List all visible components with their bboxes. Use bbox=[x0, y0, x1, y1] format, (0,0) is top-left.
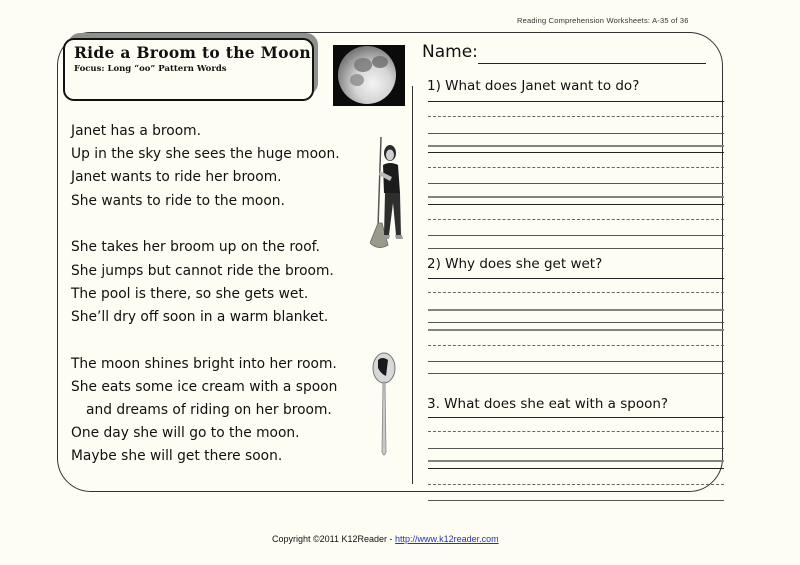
story-text bbox=[71, 120, 371, 492]
question-1-underline bbox=[428, 101, 724, 102]
story-line: Up in the sky she sees the huge moon. bbox=[71, 146, 340, 163]
worksheet-series-label: Reading Comprehension Worksheets: A-35 of 36 bbox=[517, 16, 689, 25]
answer-midline bbox=[428, 345, 724, 346]
answer-line[interactable] bbox=[428, 248, 724, 249]
question-3: 3. What does she eat with a spoon? bbox=[427, 396, 669, 412]
question-2-underline bbox=[428, 278, 724, 279]
moon-crater bbox=[350, 74, 364, 86]
story-stanza-3 bbox=[71, 353, 371, 469]
question-1: 1) What does Janet want to do? bbox=[427, 78, 640, 94]
moon-crater bbox=[354, 58, 372, 72]
story-stanza-1 bbox=[71, 120, 371, 213]
story-line: She takes her broom up on the roof. bbox=[71, 239, 320, 256]
answer-line[interactable] bbox=[428, 183, 724, 184]
answer-midline bbox=[428, 167, 724, 168]
moon-crater bbox=[372, 56, 388, 68]
story-line: The pool is there, so she gets wet. bbox=[71, 285, 309, 302]
answer-line[interactable] bbox=[428, 204, 724, 205]
answer-line[interactable] bbox=[428, 329, 724, 331]
story-line: and dreams of riding on her broom. bbox=[86, 402, 332, 419]
answer-line[interactable] bbox=[428, 460, 724, 462]
story-line: She jumps but cannot ride the broom. bbox=[71, 262, 334, 279]
answer-line[interactable] bbox=[428, 448, 724, 449]
spoon-image bbox=[370, 352, 398, 464]
answer-midline bbox=[428, 431, 724, 432]
question-3-underline bbox=[428, 417, 724, 418]
answer-midline bbox=[428, 292, 724, 293]
worksheet-title: Ride a Broom to the Moon bbox=[74, 43, 311, 62]
answer-line[interactable] bbox=[428, 322, 724, 323]
worksheet-focus: Focus: Long “oo” Pattern Words bbox=[74, 64, 227, 74]
answer-line[interactable] bbox=[428, 309, 724, 311]
name-input-line[interactable] bbox=[478, 63, 706, 64]
girl-with-broom-image bbox=[370, 135, 410, 255]
question-2: 2) Why does she get wet? bbox=[427, 256, 603, 272]
answer-midline bbox=[428, 219, 724, 220]
answer-line[interactable] bbox=[428, 152, 724, 153]
story-line: She wants to ride to the moon. bbox=[71, 192, 285, 209]
story-line: She eats some ice cream with a spoon bbox=[71, 378, 338, 395]
moon-disc bbox=[338, 46, 396, 104]
column-divider bbox=[412, 86, 413, 484]
answer-line[interactable] bbox=[428, 196, 724, 198]
k12reader-link[interactable]: http://www.k12reader.com bbox=[395, 534, 499, 544]
answer-line[interactable] bbox=[428, 235, 724, 236]
answer-line[interactable] bbox=[428, 133, 724, 134]
story-line: Janet has a broom. bbox=[71, 123, 201, 139]
story-line: Janet wants to ride her broom. bbox=[71, 169, 282, 186]
answer-line[interactable] bbox=[428, 373, 724, 374]
answer-line[interactable] bbox=[428, 500, 724, 501]
answer-line[interactable] bbox=[428, 361, 724, 362]
story-line: She’ll dry off soon in a warm blanket. bbox=[71, 308, 329, 325]
title-box bbox=[63, 38, 314, 101]
copyright-text: Copyright ©2011 K12Reader - bbox=[272, 534, 396, 544]
moon-image bbox=[333, 45, 405, 106]
story-line: Maybe she will get there soon. bbox=[71, 448, 283, 465]
name-label: Name: bbox=[422, 42, 478, 62]
answer-line[interactable] bbox=[428, 468, 724, 469]
footer bbox=[272, 534, 499, 544]
story-stanza-2 bbox=[71, 236, 371, 329]
answer-line[interactable] bbox=[428, 145, 724, 147]
answer-midline bbox=[428, 116, 724, 117]
answer-midline bbox=[428, 484, 724, 485]
story-line: The moon shines bright into her room. bbox=[71, 355, 337, 372]
story-line: One day she will go to the moon. bbox=[71, 425, 300, 442]
